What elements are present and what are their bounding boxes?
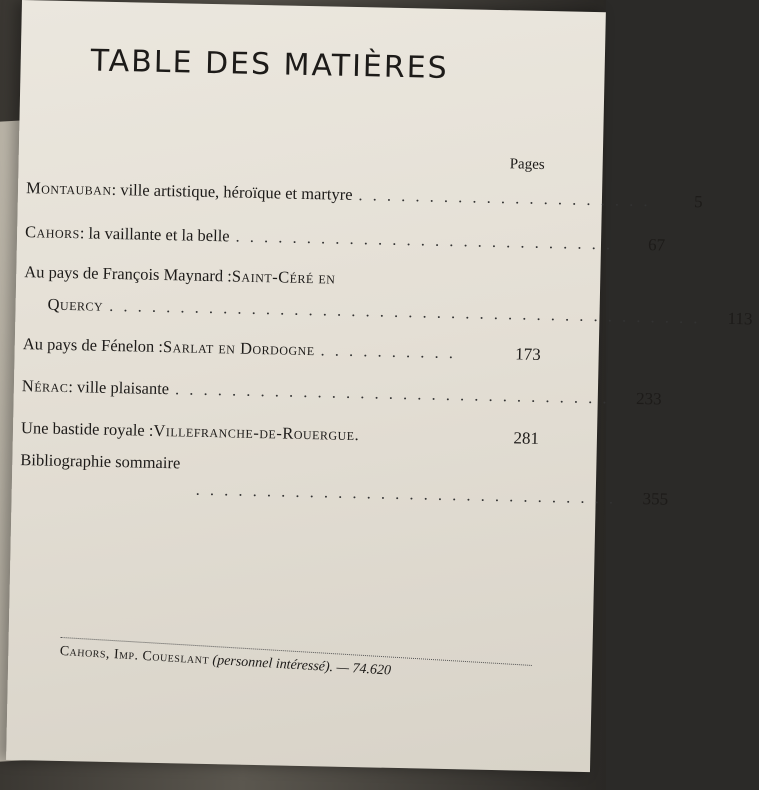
page-number: 355 [642,489,669,509]
leader-dots: . . . . . . . . . . . . . . . . . . . . . . . . . . . . . . [195,479,617,508]
page-number: 67 [647,235,666,255]
toc-entry [23,334,541,365]
entry-title-caps: Cahors [24,222,81,243]
page-number: 281 [513,428,540,448]
page-number: 233 [635,388,662,409]
entry-title-caps: Sarlat en Dordogne [162,337,315,360]
toc-entry [21,418,539,449]
entry-prefix: Au pays de Fénelon : [22,334,164,357]
entry-title-caps: Montauban [25,178,112,199]
pages-column-header: Pages [509,156,545,173]
entry-prefix: Bibliographie sommaire [20,450,181,473]
page-number: 113 [727,308,753,329]
entry-title-caps: Saint-Céré en [231,266,336,288]
toc-entry [20,450,669,509]
leader-dots: . . . . . . . . . . . . . . . . . . . . . . . . . . . . . . . . . . . . . . . . . . [109,295,701,328]
imprint-note: (personnel intéressé). — 74.620 [208,652,392,679]
entry-prefix: Une bastide royale : [20,418,154,440]
entry-subtitle: : ville plaisante [68,377,170,399]
leader-dots: . . . . . . . . . . . . . . . . . . . . . [358,185,651,211]
book-page [6,0,753,772]
entry-title-caps: Nérac [21,376,69,397]
imprint-printer: Cahors, Imp. Coueslant [59,643,210,668]
leader-dots: . . . . . . . . . . . . . . . . . . . . . . . . . . . . . . . [174,379,610,408]
printer-imprint [59,637,532,688]
page-number: 5 [693,192,703,212]
entry-title-caps: Villefranche-de-Rouergue [153,420,355,445]
toc-entry [25,178,703,212]
page-title: TABLE DES MATIÈRES [90,43,450,86]
toc-entry [21,376,662,409]
entry-subtitle: : ville artistique, héroïque et martyre [111,179,353,204]
toc-entry [24,222,666,255]
entry-subtitle: : la vaillante et la belle [79,223,230,246]
entry-prefix: Au pays de François Maynard : [24,262,233,286]
leader-dots: . . . . . . . . . . [320,340,457,363]
leader-dots: . . . . . . . . . . . . . . . . . . . . . . . . . . . [235,226,614,254]
entry-suffix: . [354,425,359,445]
toc-entry [23,262,753,329]
entry-title-caps-cont: Quercy [47,294,104,315]
page-number: 173 [514,344,541,364]
